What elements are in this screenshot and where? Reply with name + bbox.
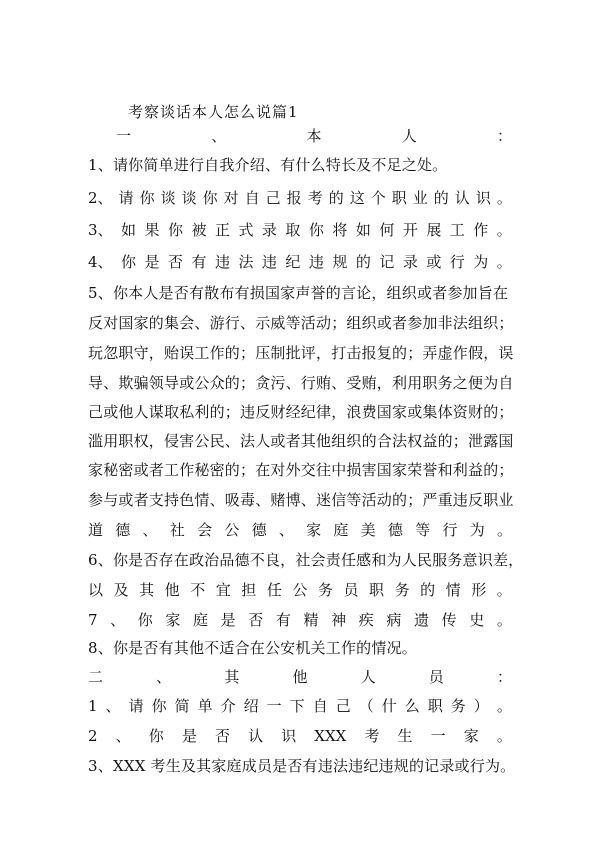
char: 等 (415, 521, 431, 539)
char: 纪 (285, 253, 301, 271)
char: 么 (404, 697, 420, 715)
char: 庭 (333, 521, 349, 539)
char: 3、 (88, 221, 113, 239)
char: 美 (360, 521, 376, 539)
char: 式 (238, 221, 254, 239)
char: 的 (420, 581, 436, 599)
question-5-line-3: 玩忽职守，贻误工作的；压制批评，打击报复的；弄虚作假，误 (88, 344, 514, 362)
char: 、 (110, 611, 126, 629)
char: 下 (289, 697, 305, 715)
char: 什 (381, 697, 397, 715)
char: 担 (241, 581, 257, 599)
char: 取 (285, 221, 301, 239)
question-5-line-6: 滥用职权，侵害公民、法人或者其他组织的合法权益的；泄露国 (88, 432, 514, 450)
section-number: 二 (88, 668, 104, 686)
other-question-1 (88, 695, 512, 717)
char: 请 (128, 697, 144, 715)
char: 法 (238, 253, 254, 271)
other-question-2 (88, 725, 512, 747)
char: 考 (364, 727, 380, 745)
question-6-line-2 (88, 579, 512, 601)
char: 家 (306, 521, 322, 539)
char: 认 (454, 189, 470, 207)
char: 德 (387, 521, 403, 539)
char: 社 (169, 521, 185, 539)
question-5-line-5: 己或他人谋取私利的；违反财经纪律，浪费国家或集体资财的； (88, 403, 514, 421)
char: 。 (496, 581, 512, 599)
char: 自 (312, 697, 328, 715)
char: 、 (278, 521, 294, 539)
char: 你 (139, 189, 155, 207)
section-colon: ： (496, 127, 512, 145)
char: 行 (449, 253, 465, 271)
char: ） (473, 697, 489, 715)
char: 行 (442, 521, 458, 539)
char: 你 (137, 611, 153, 629)
other-question-3: 3、XXX 考生及其家庭成员是否有违法违纪违规的记录或行为。 (88, 757, 516, 775)
char: 4、 (88, 253, 113, 271)
char: 请 (118, 189, 134, 207)
question-5-line-2: 反对国家的集会、游行、示威等活动；组织或者参加非法组织； (88, 314, 514, 332)
char: 识 (281, 727, 297, 745)
section-heading-2 (88, 666, 512, 688)
char: 的 (433, 189, 449, 207)
char: 史 (469, 611, 485, 629)
question-3 (88, 219, 512, 241)
question-5-line-1: 5、你本人是否有散布有损国家声誉的言论，组织或者参加旨在 (88, 284, 509, 302)
question-4 (88, 251, 512, 273)
section-word: 员 (428, 668, 444, 686)
char: 宜 (215, 581, 231, 599)
char: 谈 (160, 189, 176, 207)
char: 报 (286, 189, 302, 207)
char: 德 (115, 521, 131, 539)
char: 记 (379, 253, 395, 271)
char: 、 (105, 697, 121, 715)
char: 何 (379, 221, 395, 239)
char: 录 (261, 221, 277, 239)
question-6-line-1: 6、你是否存在政治品德不良，社会责任感和为人民服务意识差， (88, 551, 524, 569)
char: 传 (441, 611, 457, 629)
char: 业 (412, 189, 428, 207)
char: 你 (202, 189, 218, 207)
char: 违 (308, 253, 324, 271)
char: 家 (463, 727, 479, 745)
char: 有 (275, 611, 291, 629)
char: 否 (214, 727, 230, 745)
char: 公 (292, 581, 308, 599)
section-word: 本 (306, 127, 322, 145)
question-8: 8、你是否有其他不适合在公安机关工作的情况。 (88, 639, 417, 657)
char: 作 (473, 221, 489, 239)
char: 你 (121, 253, 137, 271)
char: 病 (386, 611, 402, 629)
char: 务 (394, 581, 410, 599)
char: 2 (88, 727, 98, 745)
char: 生 (397, 727, 413, 745)
char: 如 (355, 221, 371, 239)
char: 果 (144, 221, 160, 239)
char: 职 (369, 581, 385, 599)
char: 你 (167, 221, 183, 239)
char: 。 (496, 221, 512, 239)
char: 员 (343, 581, 359, 599)
char: 绍 (243, 697, 259, 715)
char: 录 (402, 253, 418, 271)
char: 识 (475, 189, 491, 207)
char: 你 (308, 221, 324, 239)
char: 个 (370, 189, 386, 207)
char: 己 (265, 189, 281, 207)
char: 。 (496, 521, 512, 539)
char: 正 (214, 221, 230, 239)
char: 为 (469, 521, 485, 539)
char: （ (358, 697, 374, 715)
section-word: 其 (224, 668, 240, 686)
char: 对 (223, 189, 239, 207)
char: 为 (473, 253, 489, 271)
char: 否 (248, 611, 264, 629)
char: 是 (181, 727, 197, 745)
char: 1 (88, 697, 98, 715)
document-title: 考察谈话本人怎么说篇1 (128, 103, 299, 121)
section-heading-1 (88, 125, 512, 147)
char: 将 (332, 221, 348, 239)
char: 你 (148, 727, 164, 745)
char: 开 (402, 221, 418, 239)
char: 。 (496, 727, 512, 745)
section-word: 人 (360, 668, 376, 686)
char: 被 (191, 221, 207, 239)
char: 任 (266, 581, 282, 599)
char: 。 (496, 611, 512, 629)
char: 单 (197, 697, 213, 715)
char: 德 (251, 521, 267, 539)
char: 、 (115, 727, 131, 745)
question-5-line-9 (88, 519, 512, 541)
char: 以 (88, 581, 104, 599)
char: 一 (430, 727, 446, 745)
question-5-line-7: 家秘密或者工作秘密的；在对外交往中损害国家荣誉和利益的； (88, 461, 514, 479)
char: 不 (190, 581, 206, 599)
char: 你 (151, 697, 167, 715)
char: 的 (328, 189, 344, 207)
question-5-line-4: 导、欺骗领导或公众的；贪污、行贿、受贿，利用职务之便为自 (88, 374, 514, 392)
char: 、 (142, 521, 158, 539)
section-separator: 、 (211, 127, 227, 145)
char: 庭 (193, 611, 209, 629)
char: 形 (471, 581, 487, 599)
char: 会 (197, 521, 213, 539)
char: 情 (445, 581, 461, 599)
char: 职 (391, 189, 407, 207)
char: 及 (113, 581, 129, 599)
char: 或 (426, 253, 442, 271)
question-5-line-8: 参与或者支持色情、吸毒、赌博、迷信等活动的；严重违反职业 (88, 491, 514, 509)
char: 家 (165, 611, 181, 629)
char: 神 (331, 611, 347, 629)
char: 展 (426, 221, 442, 239)
char: 务 (317, 581, 333, 599)
char: 精 (303, 611, 319, 629)
question-2 (88, 187, 512, 209)
char: 否 (167, 253, 183, 271)
char: 职 (427, 697, 443, 715)
section-separator: 、 (156, 668, 172, 686)
char: 如 (121, 221, 137, 239)
char: 工 (449, 221, 465, 239)
section-colon: ： (496, 668, 512, 686)
question-1: 1、请你简单进行自我介绍、有什么特长及不足之处。 (88, 156, 448, 174)
char: 己 (335, 697, 351, 715)
char: 简 (174, 697, 190, 715)
char: 有 (191, 253, 207, 271)
char: 。 (496, 253, 512, 271)
char: 2、 (88, 189, 113, 207)
char: 务 (450, 697, 466, 715)
char: 考 (307, 189, 323, 207)
char: 谈 (181, 189, 197, 207)
section-word: 人 (401, 127, 417, 145)
char: 疾 (358, 611, 374, 629)
char: 7 (88, 611, 98, 629)
char: 违 (261, 253, 277, 271)
char: 这 (349, 189, 365, 207)
char: 是 (220, 611, 236, 629)
char: 介 (220, 697, 236, 715)
char: 他 (164, 581, 180, 599)
char: 违 (214, 253, 230, 271)
section-word: 他 (292, 668, 308, 686)
char: 一 (266, 697, 282, 715)
char: XXX (314, 727, 347, 745)
char: 其 (139, 581, 155, 599)
question-7 (88, 609, 512, 631)
char: 遗 (414, 611, 430, 629)
char: 。 (496, 189, 512, 207)
char: 的 (355, 253, 371, 271)
char: 自 (244, 189, 260, 207)
char: 公 (224, 521, 240, 539)
char: 道 (88, 521, 104, 539)
char: 是 (144, 253, 160, 271)
char: 规 (332, 253, 348, 271)
char: 认 (248, 727, 264, 745)
char: 。 (496, 697, 512, 715)
section-number: 一 (116, 127, 132, 145)
